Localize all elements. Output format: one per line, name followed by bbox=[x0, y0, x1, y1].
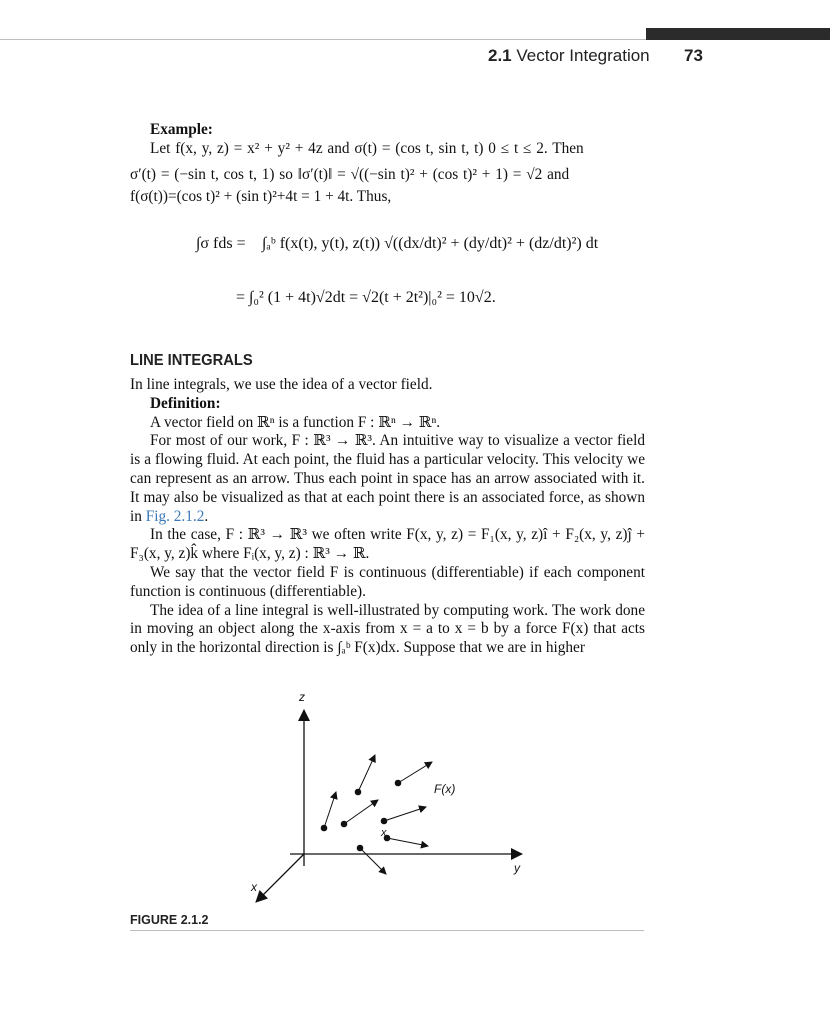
definition-heading: Definition: bbox=[150, 394, 221, 412]
field-vector bbox=[398, 762, 432, 783]
figure-caption: FIGURE 2.1.2 bbox=[130, 913, 209, 927]
paragraph-work: The idea of a line integral is well-illustrated by computing work. The work done in moving an object along the x-axis from x = a to x = b by a force F(x) that acts only in the horizontal direction is ∫ₐᵇ F(x)dx. Suppose that we are in higher bbox=[130, 601, 645, 657]
equation-result: = ∫₀² (1 + 4t)√2dt = √2(t + 2t²)|₀² = 10√2. bbox=[236, 289, 496, 306]
equation-rhs: ∫ₐᵇ f(x(t), y(t), z(t)) √((dx/dt)² + (dy/dt)² + (dz/dt)²) dt bbox=[262, 235, 599, 252]
section-heading: LINE INTEGRALS bbox=[130, 352, 253, 369]
example-line-1: Let f(x, y, z) = x² + y² + 4z and σ(t) = (cos t, sin t, t) 0 ≤ t ≤ 2. Then bbox=[150, 140, 584, 157]
example-line-3: f(σ(t))=(cos t)² + (sin t)²+4t = 1 + 4t. Thus, bbox=[130, 188, 392, 205]
paragraph-vector-field bbox=[130, 432, 645, 526]
vector-label: F(x) bbox=[434, 782, 456, 796]
z-axis-label: z bbox=[299, 690, 305, 704]
header-bar bbox=[646, 28, 830, 40]
x-axis bbox=[256, 854, 304, 902]
field-vector bbox=[358, 755, 375, 792]
section-title: Vector Integration bbox=[516, 46, 650, 65]
intro-paragraph: In line integrals, we use the idea of a vector field. bbox=[130, 376, 433, 393]
figure-link[interactable]: Fig. 2.1.2 bbox=[145, 507, 205, 525]
field-vector bbox=[360, 848, 386, 874]
field-vector bbox=[384, 807, 426, 821]
point-label: x bbox=[381, 827, 387, 839]
field-vector bbox=[324, 792, 336, 828]
paragraph-vector-field-end: . bbox=[204, 507, 209, 525]
equation-lhs: ∫σ fds = bbox=[196, 235, 246, 252]
example-line-2: σ′(t) = (−sin t, cos t, 1) so ‖σ′(t)‖ = √((−sin t)² + (cos t)² + 1) = √2 and bbox=[130, 166, 570, 183]
page-number: 73 bbox=[684, 46, 703, 65]
y-axis-label: y bbox=[514, 861, 520, 875]
x-axis-label: x bbox=[251, 880, 257, 894]
section-number: 2.1 bbox=[488, 46, 512, 65]
header-rule bbox=[0, 39, 646, 40]
running-head bbox=[488, 46, 650, 66]
field-vector bbox=[344, 800, 378, 824]
paragraph-vector-field-text: For most of our work, F : ℝ³ → ℝ³. An intuitive way to visualize a vector field is a flowing fluid. At each point, the fluid has a particular velocity. This velocity we can represent as an arrow. Thus each point in space has an arrow associated with it. It may also be visualized as that at each point there is an associated force, as shown in bbox=[130, 432, 645, 525]
example-heading: Example: bbox=[150, 121, 213, 138]
vector-field-figure bbox=[230, 688, 540, 913]
definition-text: A vector field on ℝⁿ is a function F : ℝⁿ → ℝⁿ. bbox=[150, 413, 441, 431]
field-vector bbox=[387, 838, 428, 846]
caption-rule bbox=[130, 930, 644, 931]
paragraph-continuity: We say that the vector field F is continuous (differentiable) if each component function is continuous (differentiable). bbox=[130, 563, 645, 600]
paragraph-components: In the case, F : ℝ³ → ℝ³ we often write F(x, y, z) = F₁(x, y, z)î + F₂(x, y, z)ĵ + F₃(x, y, z)k̂ where Fᵢ(x, y, z) : ℝ³ → ℝ. bbox=[130, 526, 645, 563]
section-body bbox=[130, 376, 645, 658]
